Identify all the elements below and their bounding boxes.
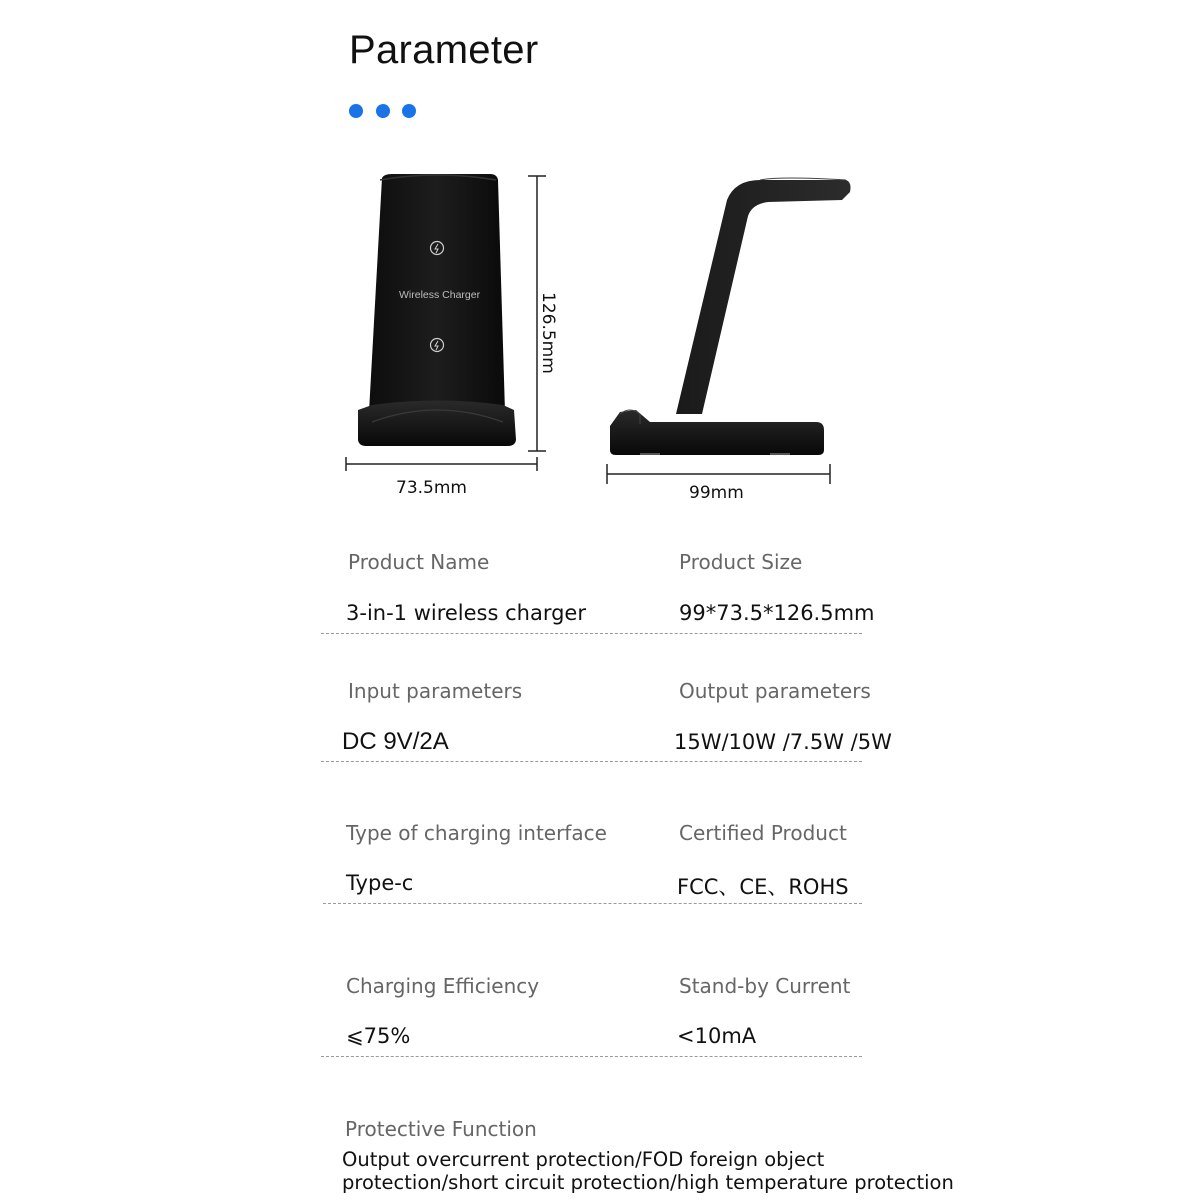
charging-efficiency-label: Charging Efficiency [346, 974, 540, 998]
side-dimension-lines [607, 464, 830, 484]
row-divider [321, 1056, 862, 1057]
side-view [610, 178, 851, 455]
product-illustration [0, 0, 1200, 520]
product-name-value: 3-in-1 wireless charger [346, 601, 586, 625]
charging-efficiency-value: ⩽75% [346, 1024, 411, 1048]
height-dimension-text: 126.5mm [538, 292, 558, 374]
certified-product-label: Certified Product [679, 821, 847, 845]
depth-dimension-label: 99mm [689, 483, 744, 503]
output-parameters-label: Output parameters [679, 679, 871, 703]
page-title: Parameter [349, 28, 539, 72]
standby-current-label: Stand-by Current [679, 974, 851, 998]
product-name-label: Product Name [348, 550, 490, 574]
product-dimension-diagram [0, 0, 1200, 520]
height-dimension-label [524, 290, 570, 380]
row-divider [321, 633, 862, 634]
protective-line-2: protection/short circuit protection/high temperature protection [342, 1171, 954, 1194]
protective-function-label: Protective Function [345, 1117, 537, 1141]
product-size-label: Product Size [679, 550, 803, 574]
input-parameters-label: Input parameters [348, 679, 523, 703]
width-dimension-label: 73.5mm [396, 478, 467, 498]
front-view [358, 174, 516, 446]
row-divider [323, 903, 862, 904]
row-divider [321, 761, 862, 762]
certified-product-value: FCC、CE、ROHS [677, 875, 849, 899]
charging-interface-value: Type-c [346, 871, 414, 895]
charging-interface-label: Type of charging interface [346, 821, 607, 845]
front-face-text: Wireless Charger [399, 289, 481, 301]
protective-function-text [342, 1148, 954, 1194]
protective-line-1: Output overcurrent protection/FOD foreign object [342, 1148, 825, 1171]
product-size-value: 99*73.5*126.5mm [679, 601, 875, 625]
input-parameters-value: DC 9V/2A [342, 728, 449, 755]
standby-current-value: <10mA [677, 1024, 757, 1048]
output-parameters-value: 15W/10W /7.5W /5W [674, 730, 892, 754]
